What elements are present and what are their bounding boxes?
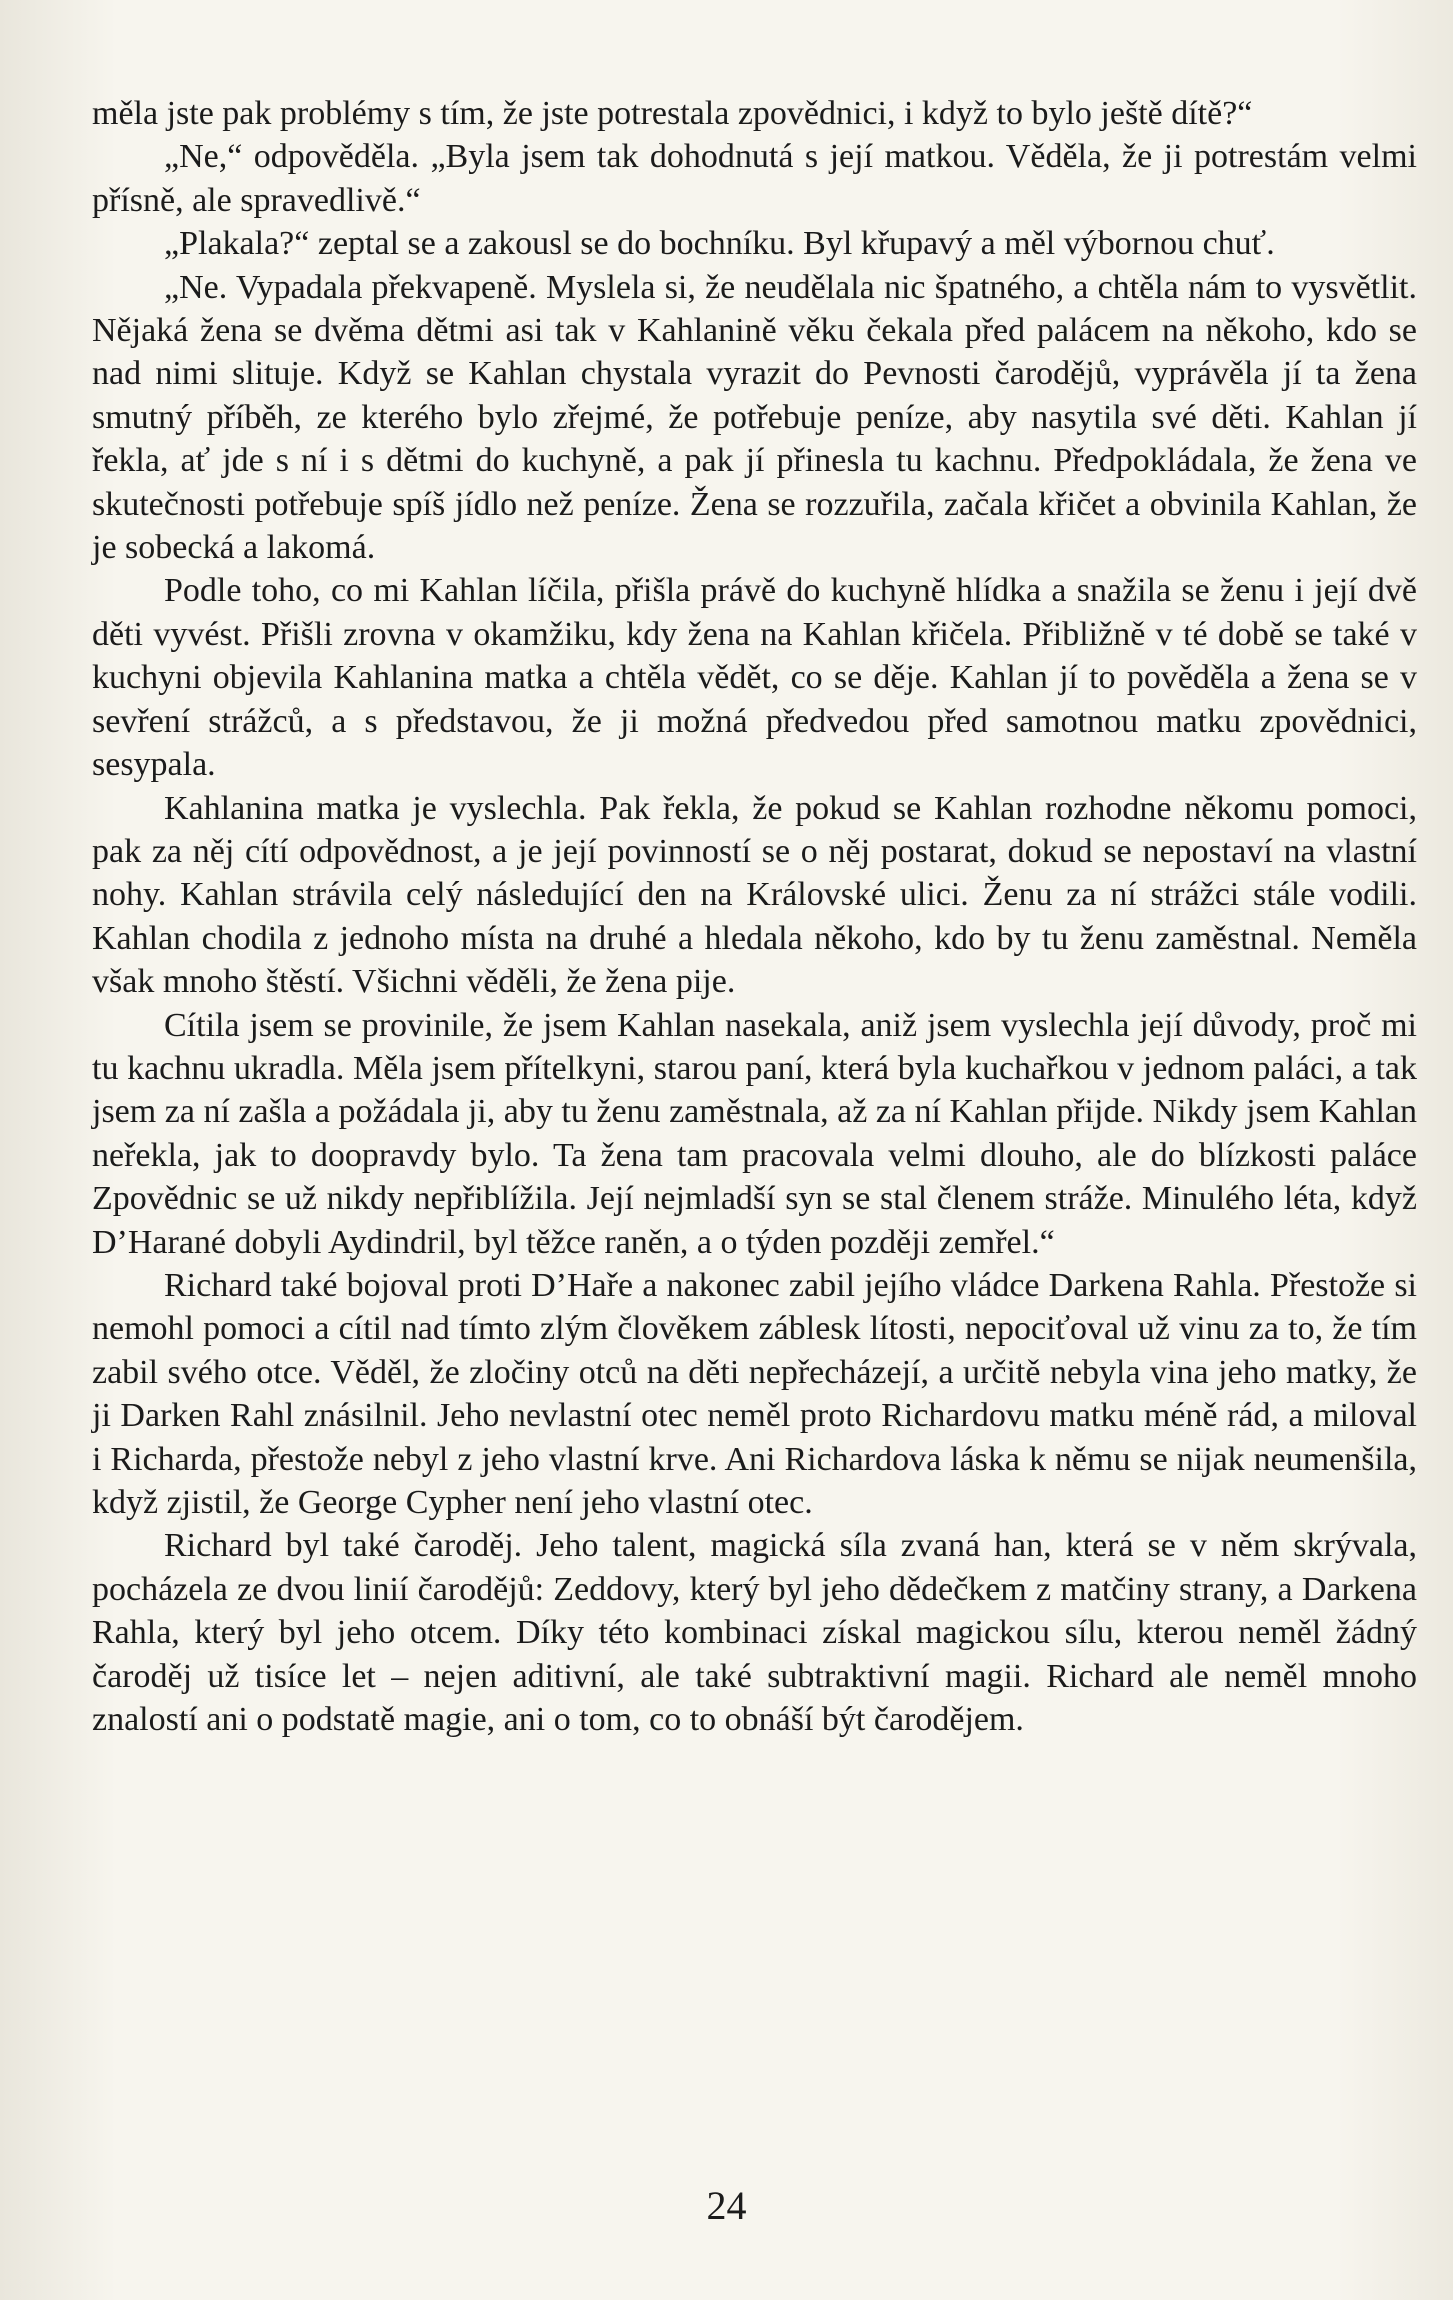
paragraph: Richard také bojoval proti D’Haře a nakonec zabil jejího vládce Darkena Rahla. Přestože si nemohl pomoci a cítil nad tímto zlým člověkem záblesk lítosti, nepociťoval už vinu za to, že tím zabil svého otce. Věděl, že zločiny otců na děti nepřecházejí, a určitě nebyla vina jeho matky, že ji Darken Rahl znásilnil. Jeho nevlastní otec neměl proto Richardovu matku méně rád, a miloval i Richarda, přestože nebyl z jeho vlastní krve. Ani Richardova láska k němu se nijak neumenšila, když zjistil, že George Cypher není jeho vlastní otec. bbox=[92, 1266, 1417, 1521]
paragraph: „Ne. Vypadala překvapeně. Myslela si, že neudělala nic špatného, a chtěla nám to vysvětlit. Nějaká žena se dvěma dětmi asi tak v Kahlanině věku čekala před palácem na někoho, kdo se nad nimi slituje. Když se Kahlan chystala vyrazit do Pevnosti čarodějů, vyprávěla jí ta žena smutný příběh, ze kterého bylo zřejmé, že potřebuje peníze, aby nasytila své děti. Kahlan jí řekla, ať jde s ní i s dětmi do kuchyně, a pak jí přinesla tu kachnu. Předpokládala, že žena ve skutečnosti potřebuje spíš jídlo než peníze. Žena se rozzuřila, začala křičet a obvinila Kahlan, že je sobecká a lakomá. bbox=[92, 268, 1417, 567]
paragraph: Richard byl také čaroděj. Jeho talent, magická síla zvaná han, která se v něm skrývala, pocházela ze dvou linií čarodějů: Zeddovy, který byl jeho dědečkem z matčiny strany, a Darkena Rahla, který byl jeho otcem. Díky této kombinaci získal magickou sílu, kterou neměl žádný čaroděj už tisíce let – nejen aditivní, ale také subtraktivní magii. Richard ale neměl mnoho znalostí ani o podstatě magie, ani o tom, co to obnáší být čarodějem. bbox=[92, 1527, 1417, 1739]
paragraph: Kahlanina matka je vyslechla. Pak řekla, že pokud se Kahlan rozhodne někomu pomoci, pak za něj cítí odpovědnost, a je její povinností se o něj postarat, dokud se nepostaví na vlastní nohy. Kahlan strávila celý následující den na Královské ulici. Ženu za ní strážci stále vodili. Kahlan chodila z jednoho místa na druhé a hledala někoho, kdo by tu ženu zaměstnal. Neměla však mnoho štěstí. Všichni věděli, že žena pije. bbox=[92, 789, 1417, 1001]
paragraph: „Plakala?“ zeptal se a zakousl se do bochníku. Byl křupavý a měl výbornou chuť. bbox=[164, 225, 1275, 263]
paragraph: měla jste pak problémy s tím, že jste potrestala zpovědnici, i když to bylo ještě dítě?“ bbox=[92, 95, 1253, 132]
paragraph: Cítila jsem se provinile, že jsem Kahlan nasekala, aniž jsem vyslechla její důvody, proč mi tu kachnu ukradla. Měla jsem přítelkyni, starou paní, která byla kuchařkou v jednom paláci, a tak jsem za ní zašla a požádala ji, aby tu ženu zaměstnala, až za ní Kahlan přijde. Nikdy jsem Kahlan neřekla, jak to doopravdy bylo. Ta žena tam pracovala velmi dlouho, ale do blízkosti paláce Zpovědnic se už nikdy nepřiblížila. Její nejmladší syn se stal členem stráže. Minulého léta, když D’Harané dobyli Aydindril, byl těžce raněn, a o týden později zemřel.“ bbox=[92, 1006, 1417, 1261]
paragraph: Podle toho, co mi Kahlan líčila, přišla právě do kuchyně hlídka a snažila se ženu i její dvě děti vyvést. Přišli zrovna v okamžiku, kdy žena na Kahlan křičela. Přibližně v té době se také v kuchyni objevila Kahlanina matka a chtěla vědět, co se děje. Kahlan jí to pověděla a žena se v sevření strážců, a s představou, že ji možná předvedou před samotnou matku zpovědnici, sesypala. bbox=[92, 572, 1417, 784]
paragraph: „Ne,“ odpověděla. „Byla jsem tak dohodnutá s její matkou. Věděla, že ji potrestám velmi přísně, ale spravedlivě.“ bbox=[92, 138, 1417, 219]
page-number: 24 bbox=[706, 2183, 747, 2228]
body-text bbox=[92, 92, 1417, 2182]
